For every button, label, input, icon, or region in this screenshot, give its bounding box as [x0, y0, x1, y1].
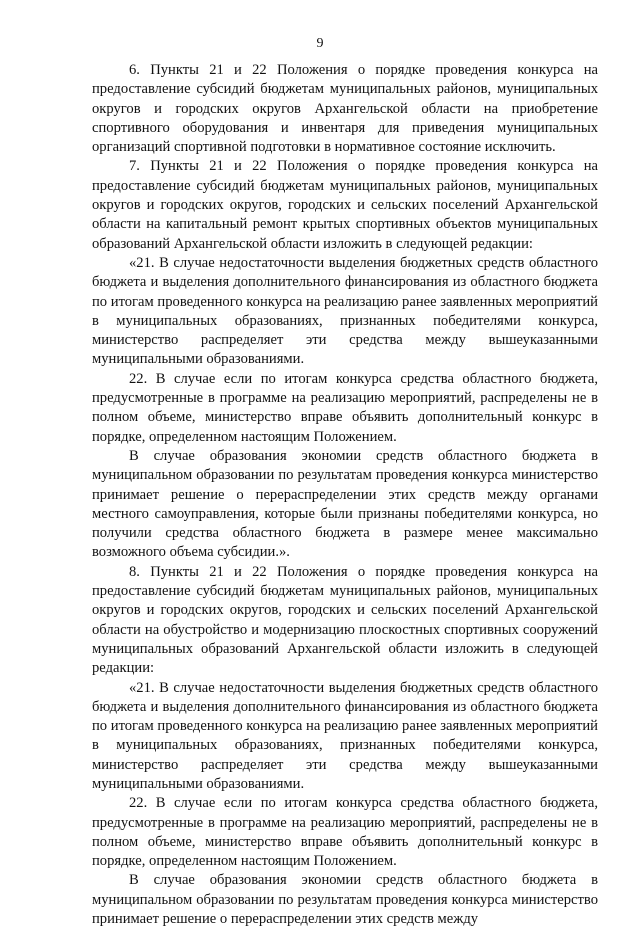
document-body [92, 61, 598, 929]
page-number: 9 [316, 36, 324, 51]
paragraph-savings: В случае образования экономии средств областного бюджета в муниципальном образовании по результатам проведения конкурса министерство принимает решение о перераспределении этих средств между органами местного самоуправления, которые были признаны победителями конкурса, но получили средства областного бюджета в размере менее максимально возможного объема субсидии.». [92, 447, 598, 561]
paragraph-item-7: 7. Пункты 21 и 22 Положения о порядке проведения конкурса на предоставление субсидий бюджетам муниципальных районов, муниципальных округов и городских округов, городских и сельских поселений Архангельской области на капитальный ремонт крытых спортивных объектов муниципальных образований Архангельской области изложить в следующей редакции: [92, 158, 598, 252]
paragraph-clause-21: «21. В случае недостаточности выделения бюджетных средств областного бюджета и выделения дополнительного финансирования из областного бюджета по итогам проведенного конкурса на реализацию ранее заявленных мероприятий в муниципальных образованиях, признанных победителями конкурса, министерство распределяет эти средства между вышеуказанными муниципальными образованиями. [92, 254, 598, 368]
paragraph-clause-21: «21. В случае недостаточности выделения бюджетных средств областного бюджета и выделения дополнительного финансирования из областного бюджета по итогам проведенного конкурса на реализацию ранее заявленных мероприятий в муниципальных образованиях, признанных победителями конкурса, министерство распределяет эти средства между вышеуказанными муниципальными образованиями. [92, 679, 598, 792]
paragraph-clause-22: 22. В случае если по итогам конкурса средства областного бюджета, предусмотренные в программе на реализацию мероприятий, распределены не в полном объеме, министерство вправе объявить дополнительный конкурс в порядке, определенном настоящим Положением. [92, 370, 598, 445]
paragraph-savings: В случае образования экономии средств областного бюджета в муниципальном образовании по результатам проведения конкурса министерство принимает решение о перераспределении этих средств между [92, 872, 598, 928]
paragraph-item-8: 8. Пункты 21 и 22 Положения о порядке проведения конкурса на предоставление субсидий бюджетам муниципальных районов, муниципальных округов и городских округов, городских и сельских поселений Архангельской области на обустройство и модернизацию плоскостных спортивных сооружений муниципальных образований Архангельской области изложить в следующей редакции: [92, 563, 598, 677]
paragraph-item-6: 6. Пункты 21 и 22 Положения о порядке проведения конкурса на предоставление субсидий бюджетам муниципальных районов, муниципальных округов и городских округов Архангельской области на приобретение спортивного оборудования и инвентаря для приведения муниципальных организаций спортивной подготовки в нормативное состояние исключить. [92, 62, 598, 156]
paragraph-clause-22: 22. В случае если по итогам конкурса средства областного бюджета, предусмотренные в программе на реализацию мероприятий, распределены не в полном объеме, министерство вправе объявить дополнительный конкурс в порядке, определенном настоящим Положением. [92, 795, 598, 870]
